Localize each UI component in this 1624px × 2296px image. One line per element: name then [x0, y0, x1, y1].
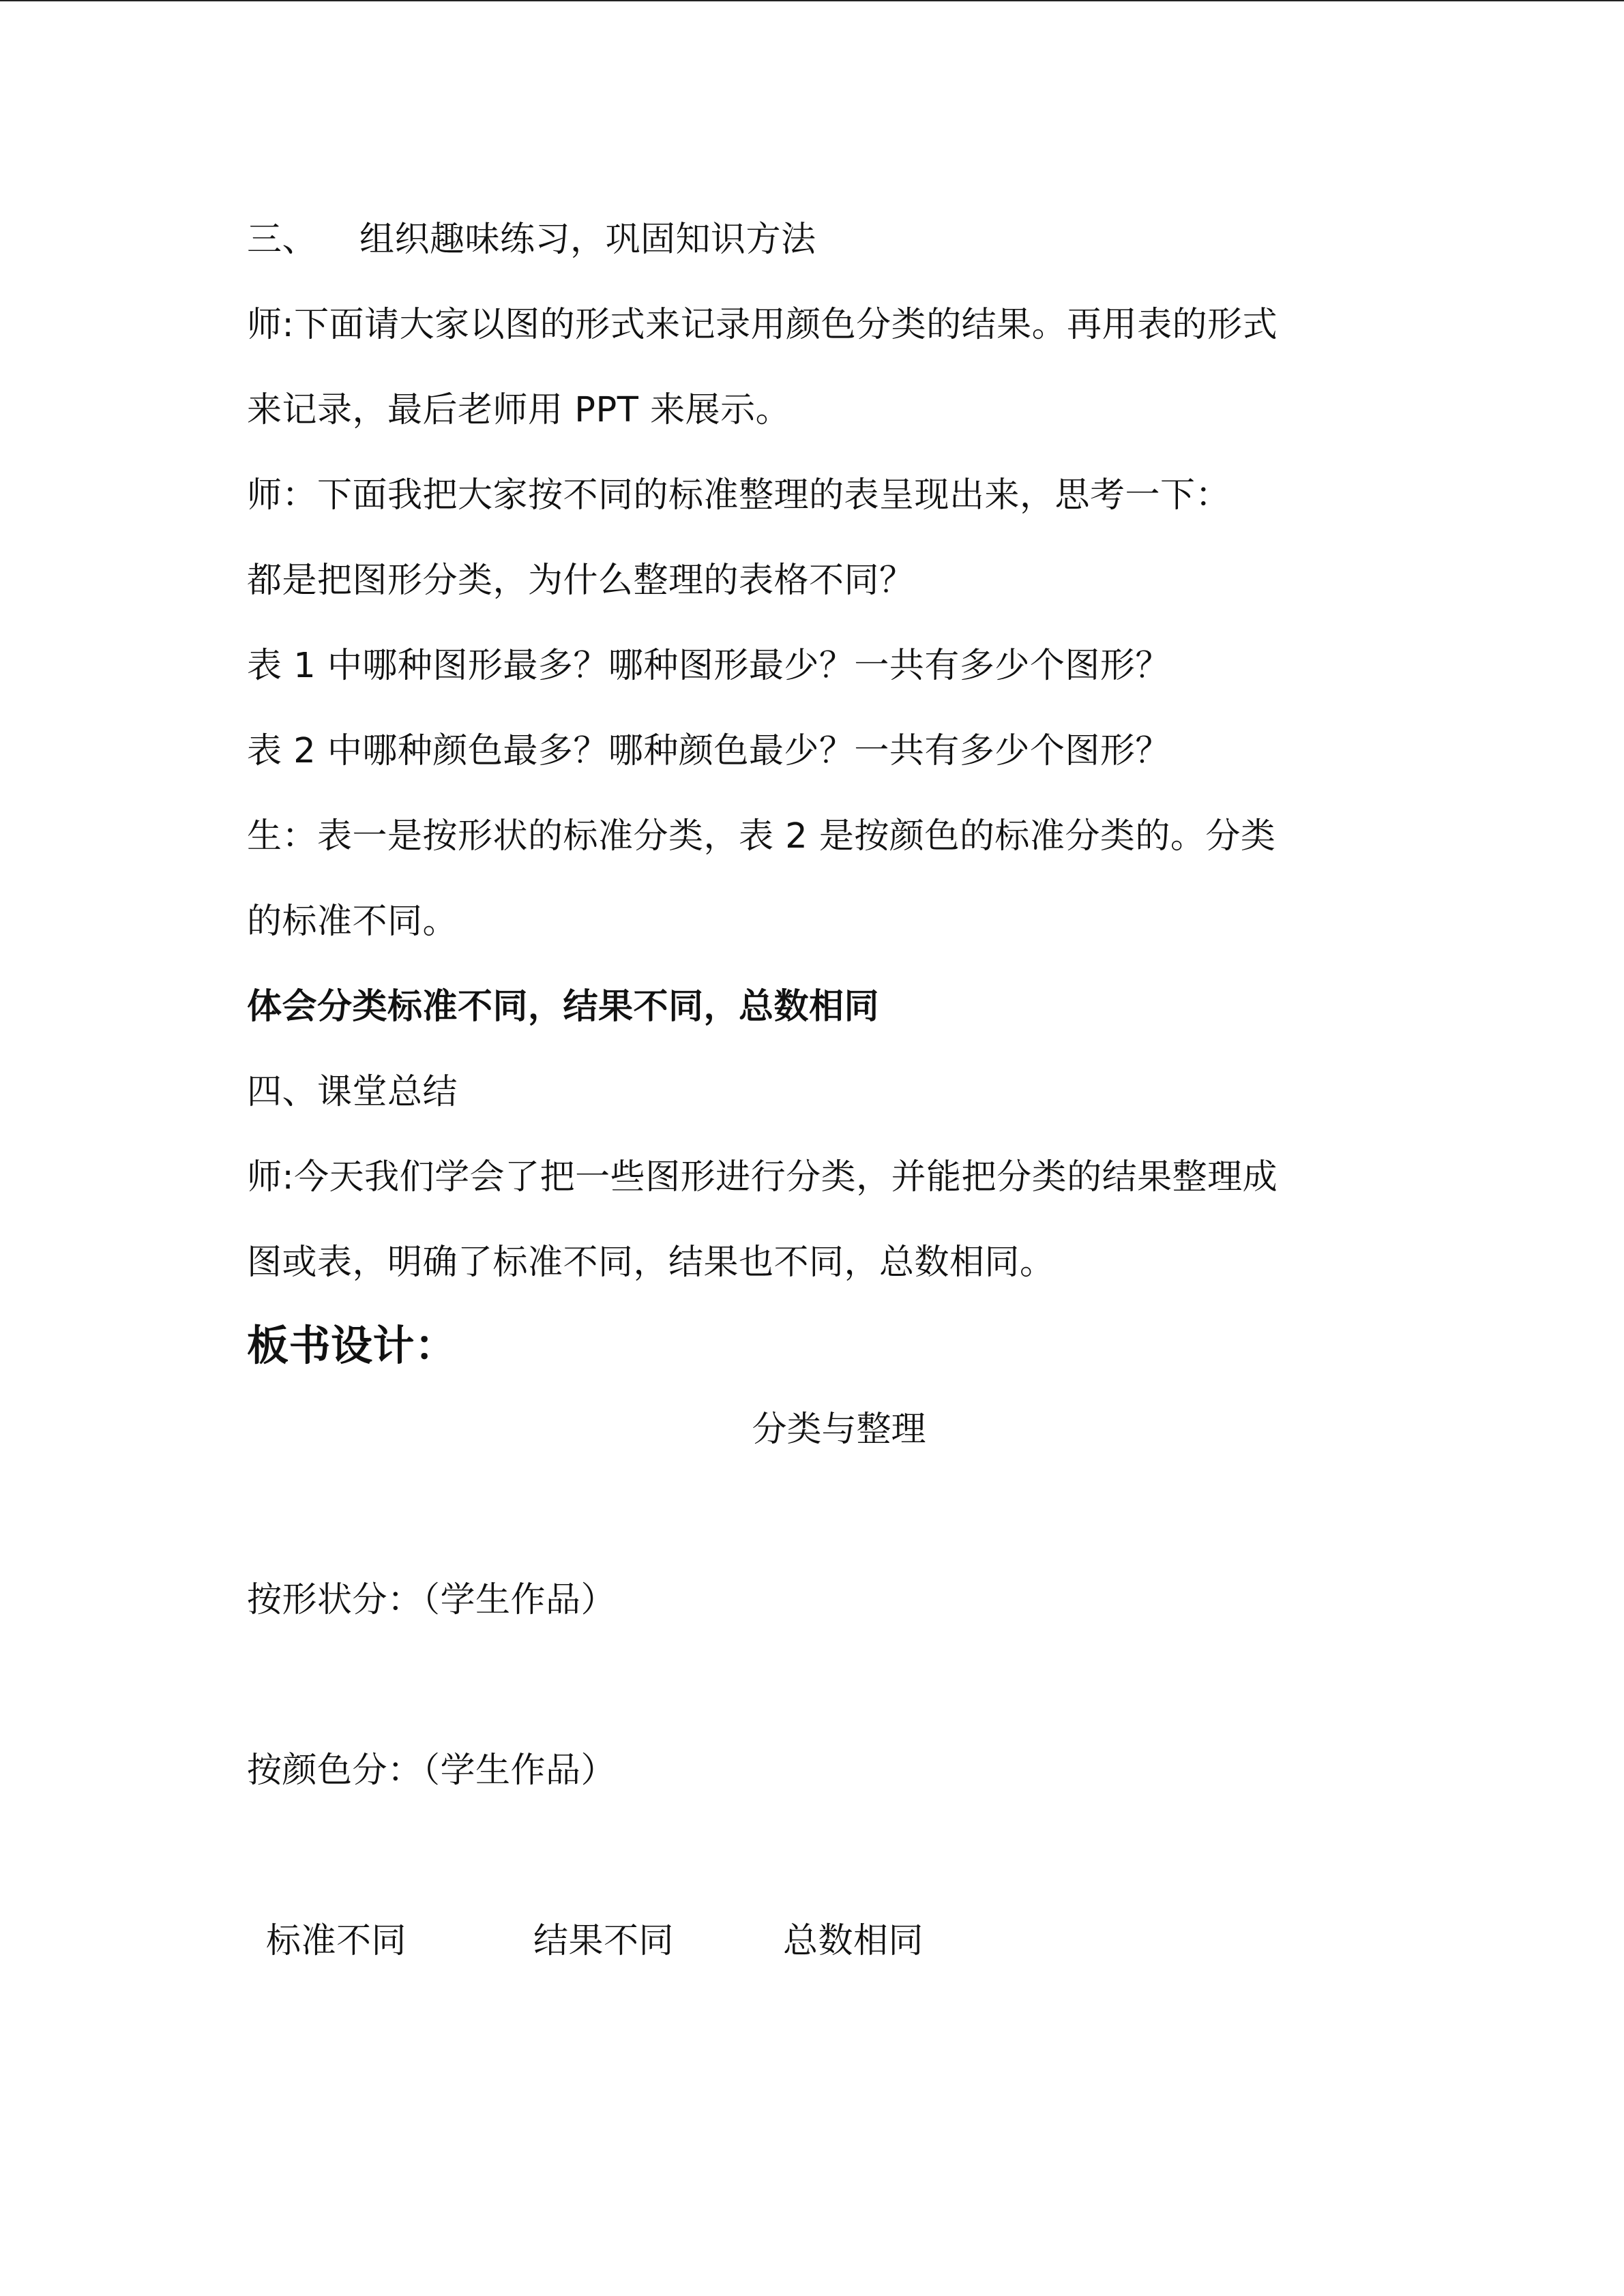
board-by-shape: 按形状分：（学生作品）	[247, 1580, 617, 1620]
paragraph-3: 都是把图形分类，为什么整理的表格不同？	[247, 561, 915, 601]
paragraph-1-line-2: 来记录，最后老师用 PPT 来展示。	[247, 390, 791, 430]
board-summary	[0, 1921, 1624, 1962]
board-title: 分类与整理	[752, 1410, 926, 1450]
board-by-color: 按颜色分：（学生作品）	[247, 1750, 617, 1791]
emphasis-line: 体会分类标准不同，结果不同，总数相同	[247, 987, 880, 1027]
board-design-heading: 板书设计：	[247, 1322, 457, 1370]
paragraph-1-line-1: 师:下面请大家以图的形式来记录用颜色分类的结果。再用表的形式	[247, 305, 1278, 345]
section3-heading	[247, 220, 816, 260]
section3-number: 三、	[247, 220, 318, 260]
section3-title: 组织趣味练习，巩固知识方法	[359, 220, 816, 260]
summary-result-different: 结果不同	[533, 1921, 675, 1961]
paragraph-4: 表 1 中哪种图形最多？哪种图形最少？一共有多少个图形？	[247, 646, 1170, 686]
paragraph-6-line-1: 生：表一是按形状的标准分类，表 2 是按颜色的标准分类的。分类	[247, 816, 1276, 856]
summary-standard-different: 标准不同	[266, 1921, 407, 1961]
paragraph-2: 师：下面我把大家按不同的标准整理的表呈现出来，思考一下：	[247, 475, 1231, 516]
paragraph-7-line-2: 图或表，明确了标准不同，结果也不同，总数相同。	[247, 1242, 1055, 1283]
section4-heading: 四、课堂总结	[247, 1072, 458, 1112]
paragraph-7-line-1: 师:今天我们学会了把一些图形进行分类，并能把分类的结果整理成	[247, 1157, 1278, 1197]
paragraph-5: 表 2 中哪种颜色最多？哪种颜色最少？一共有多少个图形？	[247, 731, 1170, 771]
summary-total-same: 总数相同	[783, 1921, 924, 1961]
paragraph-6-line-2: 的标准不同。	[247, 901, 458, 942]
